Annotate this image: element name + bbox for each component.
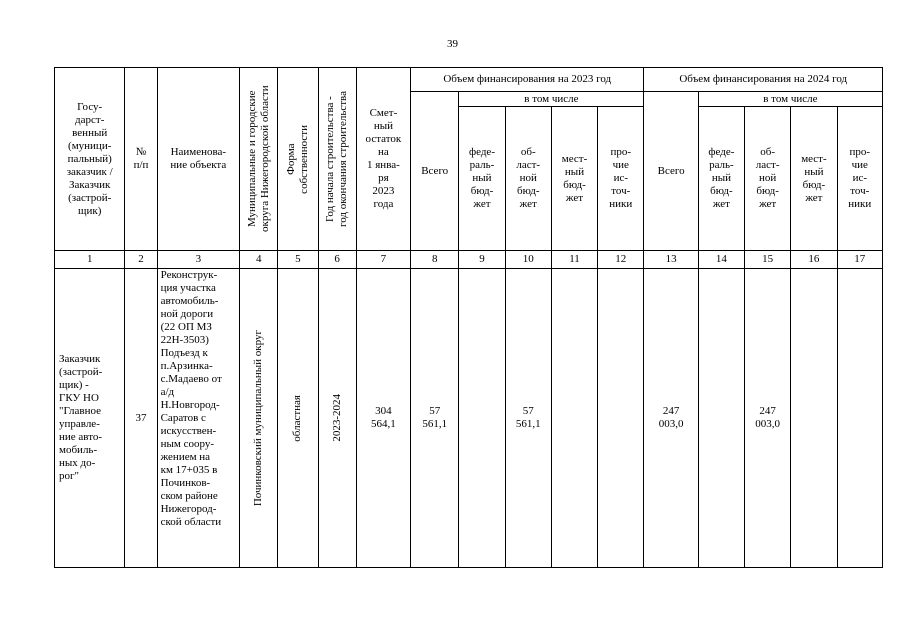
header-no: № п/п	[125, 68, 157, 251]
row-regional-2023: 57 561,1	[505, 269, 551, 568]
header-federal-2023: феде- раль- ный бюд- жет	[459, 107, 505, 251]
column-number: 10	[505, 251, 551, 269]
header-total-2023: Всего	[411, 92, 459, 251]
column-number: 17	[837, 251, 882, 269]
column-number: 16	[791, 251, 837, 269]
header-local-2024: мест- ный бюд- жет	[791, 107, 837, 251]
header-balance: Смет- ный остаток на 1 янва- ря 2023 года	[356, 68, 410, 251]
row-balance: 304 564,1	[356, 269, 410, 568]
header-total-2024: Всего	[644, 92, 698, 251]
row-municipality: Починковский муниципальный округ	[252, 329, 265, 507]
header-object-name: Наименова- ние объекта	[157, 68, 239, 251]
header-regional-2024: об- ласт- ной бюд- жет	[745, 107, 791, 251]
row-no: 37	[125, 269, 157, 568]
header-regional-2023: об- ласт- ной бюд- жет	[505, 107, 551, 251]
financing-table	[54, 67, 883, 568]
row-local-2023	[551, 269, 597, 568]
column-number: 4	[240, 251, 278, 269]
row-total-2023: 57 561,1	[411, 269, 459, 568]
row-other-2023	[598, 269, 644, 568]
column-number: 11	[551, 251, 597, 269]
row-years: 2023-2024	[330, 394, 343, 442]
header-years: Год начала строительства - год окончания строительства	[324, 91, 350, 227]
column-number: 3	[157, 251, 239, 269]
header-other-2024: про- чие ис- точ- ники	[837, 107, 882, 251]
row-local-2024	[791, 269, 837, 568]
row-ownership: областная	[291, 394, 304, 442]
row-federal-2023	[459, 269, 505, 568]
row-other-2024	[837, 269, 882, 568]
header-including-2023: в том числе	[459, 92, 644, 107]
header-including-2024: в том числе	[698, 92, 882, 107]
column-number: 15	[745, 251, 791, 269]
header-ownership-cell	[278, 68, 318, 251]
header-customer: Госу- дарст- венный (муници- пальный) заказчик / Заказчик (застрой- щик)	[55, 68, 125, 251]
row-object-name: Реконструк- ция участка автомобиль- ной дороги (22 ОП МЗ 22Н-3503) Подъезд к п.Арзинка- с.Мадаево от а/д Н.Новгород- Саратов с искусствен- ным соору- жением на км 17+035 в Починков- ском районе Нижегород- ской области	[157, 269, 239, 568]
header-other-2023: про- чие ис- точ- ники	[598, 107, 644, 251]
row-regional-2024: 247 003,0	[745, 269, 791, 568]
page-number: 39	[447, 38, 458, 50]
header-ownership: Форма собственности	[284, 124, 310, 194]
column-number: 6	[318, 251, 356, 269]
row-municipality-cell	[240, 269, 278, 568]
column-number: 13	[644, 251, 698, 269]
row-years-cell	[318, 269, 356, 568]
column-number: 9	[459, 251, 505, 269]
column-number: 5	[278, 251, 318, 269]
column-number: 12	[598, 251, 644, 269]
row-total-2024: 247 003,0	[644, 269, 698, 568]
header-years-cell	[318, 68, 356, 251]
header-fin-2023: Объем финансирования на 2023 год	[411, 68, 644, 92]
row-federal-2024	[698, 269, 744, 568]
column-number: 1	[55, 251, 125, 269]
header-municipality-cell	[240, 68, 278, 251]
row-ownership-cell	[278, 269, 318, 568]
header-local-2023: мест- ный бюд- жет	[551, 107, 597, 251]
row-customer: Заказчик (застрой- щик) - ГКУ НО "Главное управле- ние авто- мобиль- ных до- рог"	[55, 269, 125, 568]
header-federal-2024: феде- раль- ный бюд- жет	[698, 107, 744, 251]
column-number: 8	[411, 251, 459, 269]
header-fin-2024: Объем финансирования на 2024 год	[644, 68, 883, 92]
header-municipality: Муниципальные и городские округа Нижегородской области	[245, 85, 271, 233]
table-row	[55, 269, 883, 568]
column-number: 2	[125, 251, 157, 269]
column-numbers-row	[55, 251, 883, 269]
column-number: 14	[698, 251, 744, 269]
column-number: 7	[356, 251, 410, 269]
